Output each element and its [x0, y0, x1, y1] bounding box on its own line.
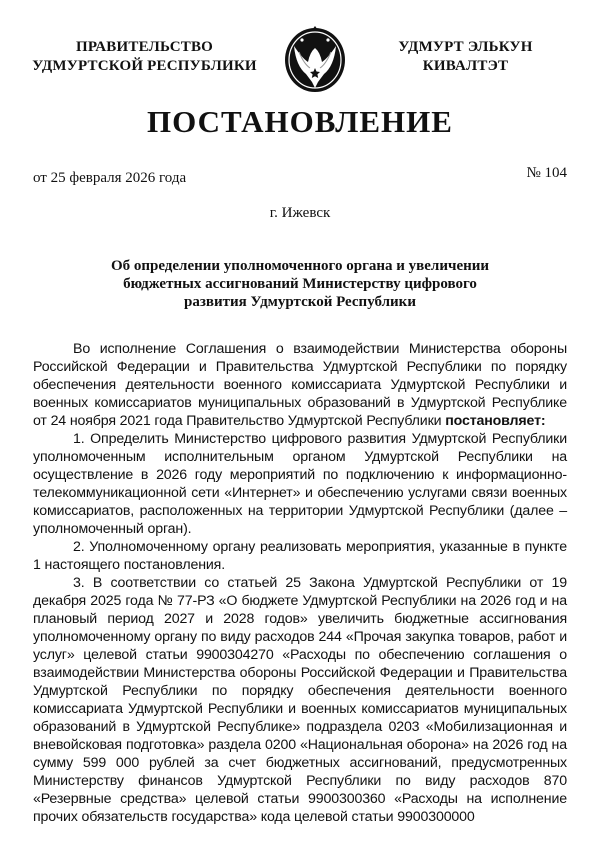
coat-of-arms-icon: [282, 22, 348, 94]
document-city: г. Ижевск: [269, 205, 331, 221]
issuer-udmurt-line-1: УДМУРТ ЭЛЬКУН: [398, 39, 533, 55]
issuer-name-udmurt: [378, 38, 553, 76]
subject-line-2: бюджетных ассигнований Министерству цифрового: [123, 276, 477, 292]
issuer-udmurt-line-2: КИВАЛТЭТ: [422, 58, 509, 74]
document-title: ПОСТАНОВЛЕНИЕ: [147, 104, 453, 139]
issuer-line-1: ПРАВИТЕЛЬСТВО: [75, 39, 214, 55]
subject-line-1: Об определении уполномоченного органа и увеличении: [110, 258, 490, 274]
document-subject: [60, 257, 540, 311]
document-body: [33, 340, 567, 826]
item-2-paragraph: 2. Уполномоченному органу реализовать мероприятия, указанные в пункте 1 настоящего постановления.: [33, 539, 567, 573]
issuer-line-2: УДМУРТСКОЙ РЕСПУБЛИКИ: [32, 58, 257, 74]
preamble-bold-verb: постановляет:: [445, 413, 546, 429]
item-1-paragraph: 1. Определить Министерство цифрового развития Удмуртской Республики уполномоченным исполнительным органом Удмуртской Республики на осуществление в 2026 году мероприятий по подключению к информационно-телекоммуникационной сети «Интернет» и обеспечению услугами связи военных комиссариатов, расположенных на территории Удмуртской Республики (далее – уполномоченный орган).: [33, 431, 567, 537]
issuer-name-russian: [22, 38, 267, 76]
subject-line-3: развития Удмуртской Республики: [184, 294, 416, 310]
preamble-text: Во исполнение Соглашения о взаимодействии Министерства обороны Российской Федерации и Правительства Удмуртской Республики по порядку обеспечения деятельности военного комиссариата Удмуртской Республики и военных комиссариатов муниципальных образований в Удмуртской Республике от 24 ноября 2021 года Правительство Удмуртской Республики: [33, 341, 567, 429]
document-number: № 104: [526, 165, 567, 181]
preamble-paragraph: [33, 340, 567, 430]
document-date: от 25 февраля 2026 года: [33, 170, 187, 186]
item-3-paragraph: 3. В соответствии со статьей 25 Закона Удмуртской Республики от 19 декабря 2025 года № 77-РЗ «О бюджете Удмуртской Республики на 2026 год и на плановый период 2027 и 2028 годов» увеличить бюджетные ассигнования уполномоченному органу по виду расходов 244 «Прочая закупка товаров, работ и услуг» целевой статьи 9900304270 «Расходы по обеспечению соглашения о взаимодействии Министерства обороны Российской Федерации и Правительства Удмуртской Республики по порядку обеспечения деятельности военного комиссариата Удмуртской Республики и военных комиссариатов муниципальных образований в Удмуртской Республике» подраздела 0203 «Мобилизационная и вневойсковая подготовка» раздела 0200 «Национальная оборона» на 2026 год на сумму 599 000 рублей за счет бюджетных ассигнований, предусмотренных Министерству финансов Удмуртской Республики по виду расходов 870 «Резервные средства» целевой статьи 9900300360 «Расходы на исполнение прочих обязательств государства» кода целевой статьи 9900300000: [33, 575, 567, 825]
